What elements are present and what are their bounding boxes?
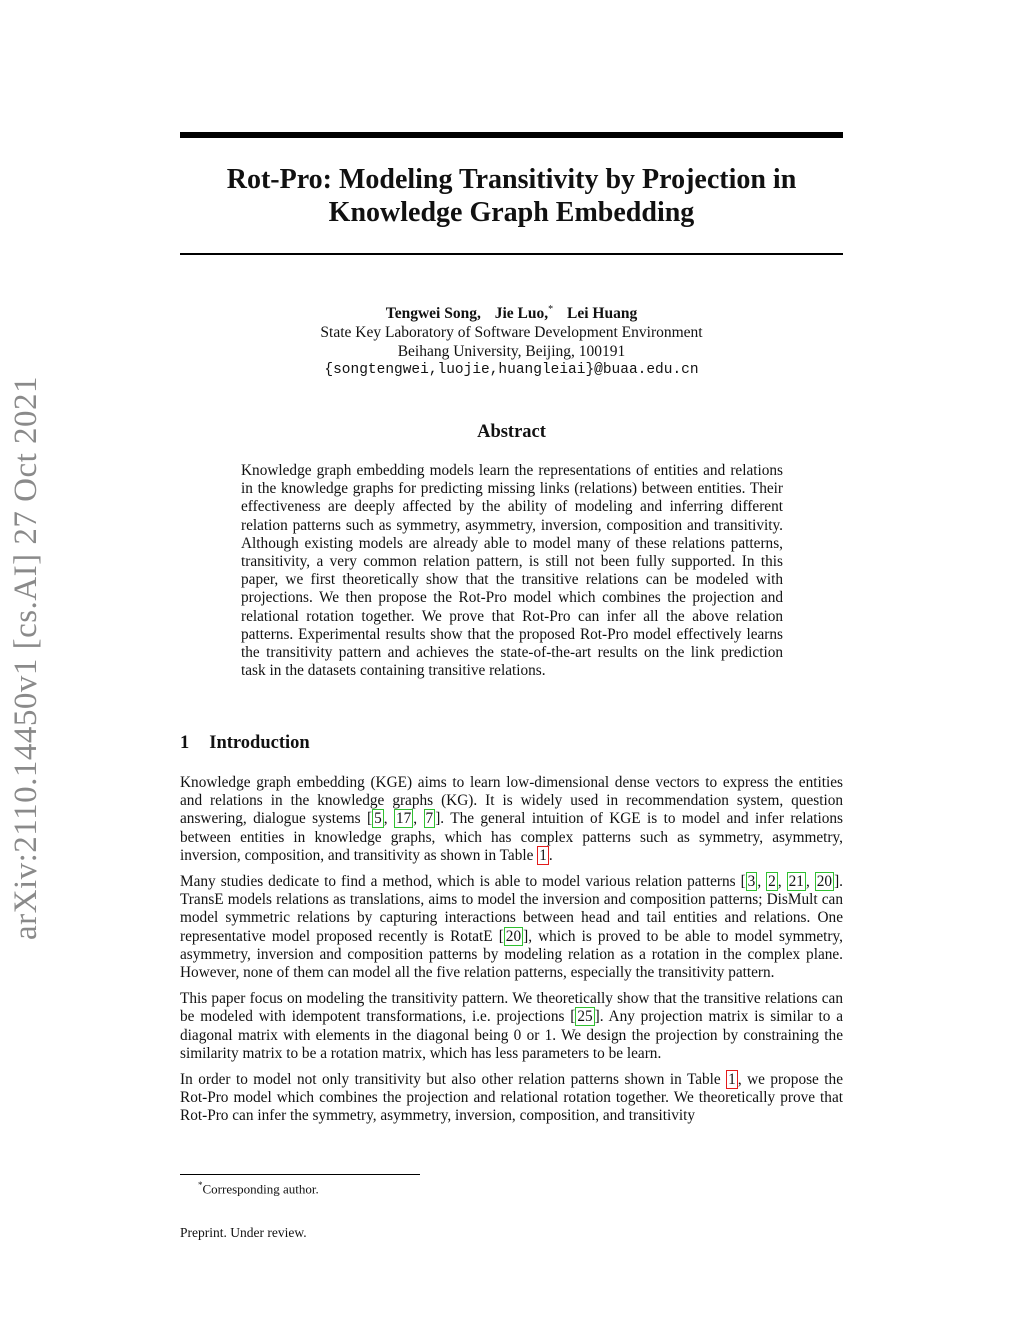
- author-name: Lei Huang: [567, 305, 638, 323]
- paragraph: Knowledge graph embedding (KGE) aims to learn low-dimensional dense vectors to express the entities and relations in the knowledge graphs (KG). It is widely used in recommendation system, question answering, dialogue systems [ 5 , 17 , 7 ]. The general intuition of KGE is to model and infer relations between entities in knowledge graphs, which has complex patterns such as symmetry, asymmetry, inversion, composition, and transitivity as shown in Table 1 .: [180, 774, 843, 864]
- author-name: Tengwei Song,: [385, 305, 481, 323]
- citation-link[interactable]: 20: [505, 927, 522, 945]
- citation-link[interactable]: 3: [747, 873, 756, 891]
- title-rule-top: [180, 132, 843, 138]
- paper-title: Rot-Pro: Modeling Transitivity by Projection in Knowledge Graph Embedding: [226, 164, 797, 228]
- footnote: *Corresponding author.: [198, 1180, 319, 1197]
- citation-link[interactable]: 5: [374, 810, 382, 828]
- author-name: Jie Luo,*: [494, 304, 554, 323]
- footnote-rule: [180, 1174, 420, 1175]
- table-ref-link[interactable]: 1: [728, 1071, 736, 1089]
- footer-note: Preprint. Under review.: [180, 1225, 307, 1240]
- citation-link[interactable]: 20: [816, 873, 833, 891]
- paragraph: This paper focus on modeling the transitivity pattern. We theoretically show that the transitive relations can be modeled with idempotent transformations, i.e. projections [ 25 ]. Any projection matrix is similar to a diagonal matrix with elements in the diagonal being 0 or 1. We design the projection by constraining the similarity matrix to be a rotation matrix, which has less parameters to be learn.: [180, 990, 844, 1062]
- paragraph: In order to model not only transitivity but also other relation patterns shown in Table 1 , we propose the Rot-Pro model which combines the projection and relational rotation together. We theoretically prove that Rot-Pro can infer the symmetry, asymmetry, inversion, composition, and transitivity: [180, 1071, 843, 1125]
- citation-link[interactable]: 17: [396, 810, 412, 828]
- arxiv-stamp: arXiv:2110.14450v1 [cs.AI] 27 Oct 2021: [8, 375, 44, 940]
- abstract-text: Knowledge graph embedding models learn the representations of entities and relations in the knowledge graphs for predicting missing links (relations) between entities. Their effectiveness are deeply affected by the ability of modeling and inferring different relation patterns such as symmetry, asymmetry, inversion, composition and transitivity. Although existing models are already able to model many of these relations patterns, transitivity, a very common relation pattern, is still not been fully supported. In this paper, we first theoretically show that the transitive relations can be modeled with projections. We then propose the Rot-Pro model which combines the projection and relational rotation together. We prove that Rot-Pro can infer all the above relation patterns. Experimental results show that the proposed Rot-Pro model effectively learns the transitivity pattern and achieves the state-of-the-art results on the link prediction task in the datasets containing transitive relations.: [241, 462, 783, 680]
- address: Beihang University, Beijing, 100191: [397, 343, 626, 361]
- paragraph: Many studies dedicate to find a method, which is able to model various relation patterns [ 3 , 2 , 21 , 20 ]. TransE models relations as translations, aims to model the inversion and composition patterns; DisMult can model symmetric relations by capturing interactions between head and tail entities and relations. One representative model proposed recently is RotatE [ 20 ], which is proved to be able to model symmetry, asymmetry, inversion and composition patterns by modeling relation as a rotation in the complex plane. However, none of them can model all the five relation patterns, especially the transitivity pattern.: [180, 873, 844, 982]
- citation-link[interactable]: 2: [768, 873, 776, 891]
- title-rule-bottom: [180, 253, 843, 255]
- section-number: 1: [180, 733, 190, 753]
- body-text: [180, 774, 843, 1134]
- section-heading: [180, 733, 310, 754]
- affiliation: State Key Laboratory of Software Development Environment: [320, 324, 703, 342]
- citation-link[interactable]: 21: [788, 873, 804, 891]
- citation-link[interactable]: 25: [577, 1008, 593, 1026]
- table-ref-link[interactable]: 1: [539, 846, 547, 864]
- author-block: [180, 300, 843, 380]
- abstract-heading: Abstract: [477, 422, 546, 442]
- citation-link[interactable]: 7: [425, 810, 434, 828]
- author-names: [180, 300, 843, 323]
- section-title: Introduction: [209, 733, 310, 753]
- author-emails[interactable]: {songtengwei,luojie,huangleiai}@buaa.edu.cn: [324, 362, 699, 379]
